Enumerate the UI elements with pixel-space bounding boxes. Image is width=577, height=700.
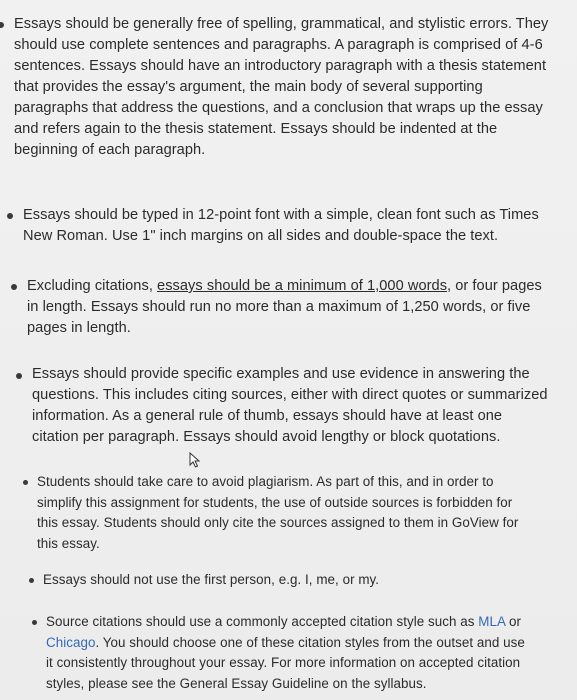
bullet-icon: [23, 480, 28, 485]
chicago-link[interactable]: Chicago: [46, 634, 96, 650]
bullet-icon: [32, 620, 37, 625]
bullet-icon: [16, 373, 22, 379]
bullet-icon: [7, 213, 13, 219]
list-item-text: Essays should be generally free of spelling, grammatical, and stylistic errors. They should use complete sentences and paragraphs. A paragraph is comprised of 4-6 sentences. Essays should have an introductory paragraph with a thesis statement that provides the essay's argument, the main body of several supporting paragraphs that address the questions, and a conclusion that wraps up the essay and refers again to the thesis statement. Essays should be indented at the beginning of each paragraph.: [14, 16, 549, 158]
list-item-text: Students should take care to avoid plagiarism. As part of this, and in order to simplify this assignment for students, the use of outside sources is forbidden for this essay. Students should only cite the sources assigned to them in GoView for this essay.: [37, 474, 519, 551]
list-item-no-first-person: [43, 570, 523, 591]
bullet-icon: [29, 578, 34, 583]
list-item-minimum-words: [27, 276, 555, 339]
list-item-essay-free-of-errors: [14, 14, 559, 161]
list-item-typed-12-point: [23, 205, 558, 247]
bullet-icon: [0, 22, 4, 28]
list-item-specific-examples: [32, 364, 550, 448]
bullet-icon: [11, 284, 17, 290]
list-item-citation-style: [46, 612, 531, 694]
list-item-text: Source citations should use a commonly accepted citation style such as MLA or Chicago. You should choose one of these citation styles from the outset and use it consistently throughout your essay. For more information on accepted citation styles, please see the General Essay Guideline on the syllabus.: [46, 614, 525, 691]
minimum-words-emphasis: essays should be a minimum of 1,000 words: [157, 278, 448, 294]
list-item-text: Essays should provide specific examples and use evidence in answering the questions. This includes citing sources, either with direct quotes or summarized information. As a general rule of thumb, essays should have at least one citation per paragraph. Essays should avoid lengthy or block quotations.: [32, 366, 548, 445]
list-item-text: Essays should not use the first person, e.g. I, me, or my.: [43, 572, 380, 587]
list-item-text: Essays should be typed in 12-point font with a simple, clean font such as Times New Roman. Use 1" inch margins on all sides and double-space the text.: [23, 207, 539, 244]
mla-link[interactable]: MLA: [478, 614, 506, 629]
mouse-pointer-icon: [189, 452, 201, 468]
list-item-avoid-plagiarism: [37, 472, 532, 554]
list-item-text: Excluding citations, essays should be a minimum of 1,000 words, or four pages in length. Essays should run no more than a maximum of 1,250 words, or five pages in length.: [27, 278, 542, 336]
